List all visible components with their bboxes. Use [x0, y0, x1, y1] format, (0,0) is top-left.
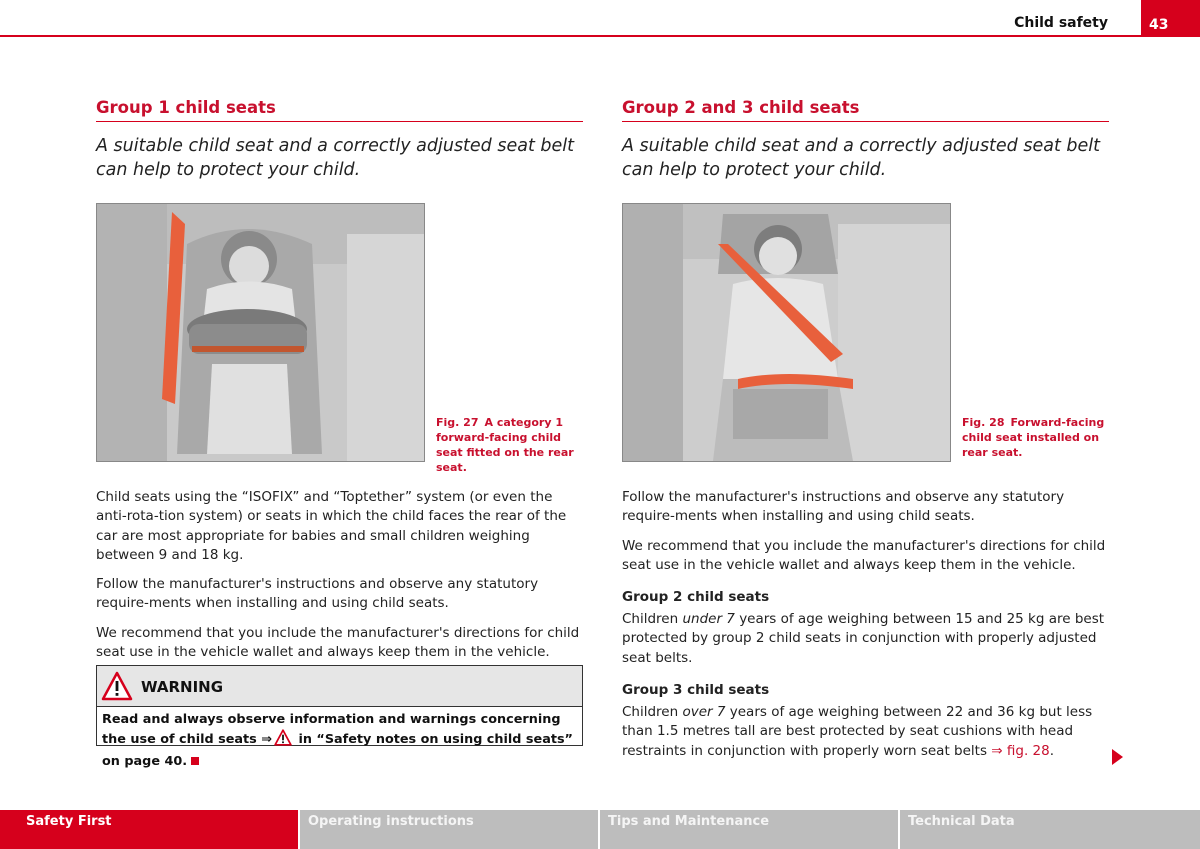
text: years of age weighing between 15 and 25 kg are best protected by group 2 child seats in conjunction with properly adjusted seat belts.	[622, 611, 1105, 666]
warning-triangle-icon	[101, 671, 133, 705]
warning-header	[97, 666, 582, 707]
warning-box	[96, 665, 583, 769]
figure-27	[96, 203, 583, 474]
figure-number: Fig. 27	[436, 416, 479, 429]
right-column	[622, 98, 1109, 761]
subheading-group-3: Group 3 child seats	[622, 682, 770, 699]
warning-text-before: Read and always observe information and warnings concerning the use of child seats	[102, 712, 561, 747]
text: Children	[622, 611, 679, 628]
figure-28-image	[622, 203, 951, 462]
footer-tab-technical-data[interactable]: Technical Data	[900, 810, 1200, 849]
text: .	[1049, 742, 1055, 759]
left-column	[96, 98, 583, 662]
footer-tab-safety-first[interactable]: Safety First	[0, 810, 298, 849]
text: years of age weighing between 22 and 36 kg but less than 1.5 metres tall are best protected by seat cushions with head restraints in conjunction with properly worn seat belts	[622, 704, 1093, 759]
figure-28-caption	[962, 415, 1107, 460]
next-page-arrow-icon[interactable]	[1112, 749, 1123, 765]
arrow-reference: ⇒	[261, 732, 272, 747]
figure-number: Fig. 28	[962, 416, 1005, 429]
paragraph: Follow the manufacturer's instructions and observe any statutory require-ments when installing and using child seats.	[622, 489, 1065, 525]
figure-caption-text: Forward-facing child seat installed on rear seat.	[962, 416, 1105, 459]
paragraph-group-3	[622, 703, 1109, 761]
chapter-title: Child safety	[1014, 15, 1108, 31]
figure-27-caption	[436, 415, 581, 475]
warning-small-icon	[274, 735, 292, 750]
end-marker	[191, 757, 199, 765]
page-number: 43	[1141, 0, 1200, 37]
emphasis: over 7	[682, 704, 726, 721]
figure-cross-reference-link[interactable]: ⇒ fig. 28	[991, 742, 1050, 759]
footer-tab-operating-instructions[interactable]: Operating instructions	[300, 810, 598, 849]
section-intro: A suitable child seat and a correctly adjusted seat belt can help to protect your child.	[96, 136, 574, 180]
paragraph: Child seats using the “ISOFIX” and “Toptether” system (or even the anti-rota-tion system) or seats in which the child faces the rear of the car are most appropriate for babies and small children weighing between 9 and 18 kg.	[96, 489, 567, 563]
figure-caption-text: A category 1 forward-facing child seat fitted on the rear seat.	[436, 416, 574, 474]
footer-nav	[0, 810, 1200, 849]
paragraph-group-2	[622, 610, 1109, 668]
subheading-group-2: Group 2 child seats	[622, 589, 770, 606]
emphasis: under 7	[682, 611, 735, 628]
figure-28	[622, 203, 1109, 462]
paragraph: We recommend that you include the manufacturer's directions for child seat use in the vehicle wallet and always keep them in the vehicle.	[622, 537, 1106, 573]
section-title-group-2-3: Group 2 and 3 child seats	[622, 98, 1109, 122]
warning-text	[97, 707, 582, 771]
figure-27-image	[96, 203, 425, 462]
section-title-group-1: Group 1 child seats	[96, 98, 583, 122]
warning-label: WARNING	[141, 678, 224, 696]
header-divider	[0, 35, 1200, 37]
footer-tab-tips-maintenance[interactable]: Tips and Maintenance	[600, 810, 898, 849]
paragraph: We recommend that you include the manufacturer's directions for child seat use in the vehicle wallet and always keep them in the vehicle.	[96, 624, 580, 661]
warning-text-after: in “Safety notes on using child seats” on page 40.	[102, 732, 573, 769]
text: Children	[622, 704, 679, 721]
paragraph: Follow the manufacturer's instructions and observe any statutory require-ments when installing and using child seats.	[96, 576, 539, 612]
section-intro: A suitable child seat and a correctly adjusted seat belt can help to protect your child.	[622, 136, 1100, 180]
